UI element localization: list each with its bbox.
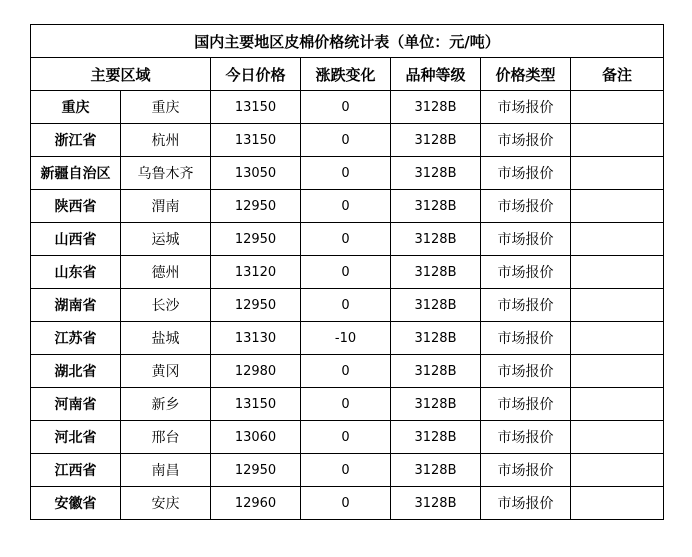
change-cell: 0 (301, 487, 391, 520)
price-type-cell: 市场报价 (481, 421, 571, 454)
title-row (31, 25, 664, 58)
price-cell: 13060 (211, 421, 301, 454)
table-row (31, 289, 664, 322)
price-cell: 13150 (211, 388, 301, 421)
city-cell: 邢台 (121, 421, 211, 454)
table-row (31, 454, 664, 487)
grade-cell: 3128B (391, 289, 481, 322)
city-cell: 乌鲁木齐 (121, 157, 211, 190)
price-cell: 12960 (211, 487, 301, 520)
remark-cell (571, 487, 664, 520)
price-type-cell: 市场报价 (481, 157, 571, 190)
province-cell: 湖南省 (31, 289, 121, 322)
header-region: 主要区域 (31, 58, 211, 91)
remark-cell (571, 454, 664, 487)
remark-cell (571, 355, 664, 388)
city-cell: 运城 (121, 223, 211, 256)
price-cell: 12950 (211, 454, 301, 487)
price-type-cell: 市场报价 (481, 454, 571, 487)
table-row (31, 421, 664, 454)
city-cell: 渭南 (121, 190, 211, 223)
province-cell: 重庆 (31, 91, 121, 124)
table-row (31, 124, 664, 157)
grade-cell: 3128B (391, 124, 481, 157)
city-cell: 黄冈 (121, 355, 211, 388)
price-cell: 13150 (211, 124, 301, 157)
remark-cell (571, 388, 664, 421)
price-type-cell: 市场报价 (481, 322, 571, 355)
price-cell: 12950 (211, 223, 301, 256)
province-cell: 新疆自治区 (31, 157, 121, 190)
price-type-cell: 市场报价 (481, 487, 571, 520)
price-cell: 12950 (211, 289, 301, 322)
change-cell: 0 (301, 421, 391, 454)
city-cell: 杭州 (121, 124, 211, 157)
header-price-type: 价格类型 (481, 58, 571, 91)
change-cell: 0 (301, 190, 391, 223)
price-type-cell: 市场报价 (481, 388, 571, 421)
price-cell: 13050 (211, 157, 301, 190)
table-row (31, 157, 664, 190)
province-cell: 河北省 (31, 421, 121, 454)
change-cell: 0 (301, 223, 391, 256)
remark-cell (571, 256, 664, 289)
price-cell: 12980 (211, 355, 301, 388)
table-row (31, 388, 664, 421)
remark-cell (571, 223, 664, 256)
province-cell: 河南省 (31, 388, 121, 421)
change-cell: 0 (301, 289, 391, 322)
remark-cell (571, 157, 664, 190)
province-cell: 江苏省 (31, 322, 121, 355)
grade-cell: 3128B (391, 190, 481, 223)
change-cell: 0 (301, 91, 391, 124)
province-cell: 江西省 (31, 454, 121, 487)
change-cell: 0 (301, 388, 391, 421)
price-type-cell: 市场报价 (481, 289, 571, 322)
city-cell: 新乡 (121, 388, 211, 421)
province-cell: 山东省 (31, 256, 121, 289)
change-cell: 0 (301, 454, 391, 487)
province-cell: 山西省 (31, 223, 121, 256)
grade-cell: 3128B (391, 256, 481, 289)
city-cell: 南昌 (121, 454, 211, 487)
city-cell: 盐城 (121, 322, 211, 355)
grade-cell: 3128B (391, 223, 481, 256)
grade-cell: 3128B (391, 487, 481, 520)
grade-cell: 3128B (391, 454, 481, 487)
header-price-today: 今日价格 (211, 58, 301, 91)
price-type-cell: 市场报价 (481, 190, 571, 223)
remark-cell (571, 289, 664, 322)
price-type-cell: 市场报价 (481, 223, 571, 256)
table-row (31, 256, 664, 289)
remark-cell (571, 91, 664, 124)
price-cell: 12950 (211, 190, 301, 223)
header-remarks: 备注 (571, 58, 664, 91)
city-cell: 长沙 (121, 289, 211, 322)
city-cell: 德州 (121, 256, 211, 289)
change-cell: 0 (301, 256, 391, 289)
grade-cell: 3128B (391, 322, 481, 355)
change-cell: -10 (301, 322, 391, 355)
table-row (31, 322, 664, 355)
change-cell: 0 (301, 355, 391, 388)
table-row (31, 223, 664, 256)
table-row (31, 487, 664, 520)
grade-cell: 3128B (391, 91, 481, 124)
province-cell: 湖北省 (31, 355, 121, 388)
grade-cell: 3128B (391, 388, 481, 421)
table-row (31, 355, 664, 388)
table-title: 国内主要地区皮棉价格统计表（单位：元/吨） (31, 25, 664, 58)
remark-cell (571, 124, 664, 157)
price-type-cell: 市场报价 (481, 355, 571, 388)
grade-cell: 3128B (391, 421, 481, 454)
province-cell: 浙江省 (31, 124, 121, 157)
remark-cell (571, 322, 664, 355)
price-cell: 13120 (211, 256, 301, 289)
table-row (31, 91, 664, 124)
price-type-cell: 市场报价 (481, 256, 571, 289)
remark-cell (571, 421, 664, 454)
grade-cell: 3128B (391, 355, 481, 388)
remark-cell (571, 190, 664, 223)
city-cell: 重庆 (121, 91, 211, 124)
price-type-cell: 市场报价 (481, 124, 571, 157)
header-change: 涨跌变化 (301, 58, 391, 91)
price-cell: 13130 (211, 322, 301, 355)
header-grade: 品种等级 (391, 58, 481, 91)
cotton-price-table (30, 24, 664, 520)
header-row (31, 58, 664, 91)
price-type-cell: 市场报价 (481, 91, 571, 124)
province-cell: 安徽省 (31, 487, 121, 520)
price-cell: 13150 (211, 91, 301, 124)
grade-cell: 3128B (391, 157, 481, 190)
table-row (31, 190, 664, 223)
change-cell: 0 (301, 157, 391, 190)
table-body (31, 91, 664, 520)
change-cell: 0 (301, 124, 391, 157)
province-cell: 陕西省 (31, 190, 121, 223)
city-cell: 安庆 (121, 487, 211, 520)
